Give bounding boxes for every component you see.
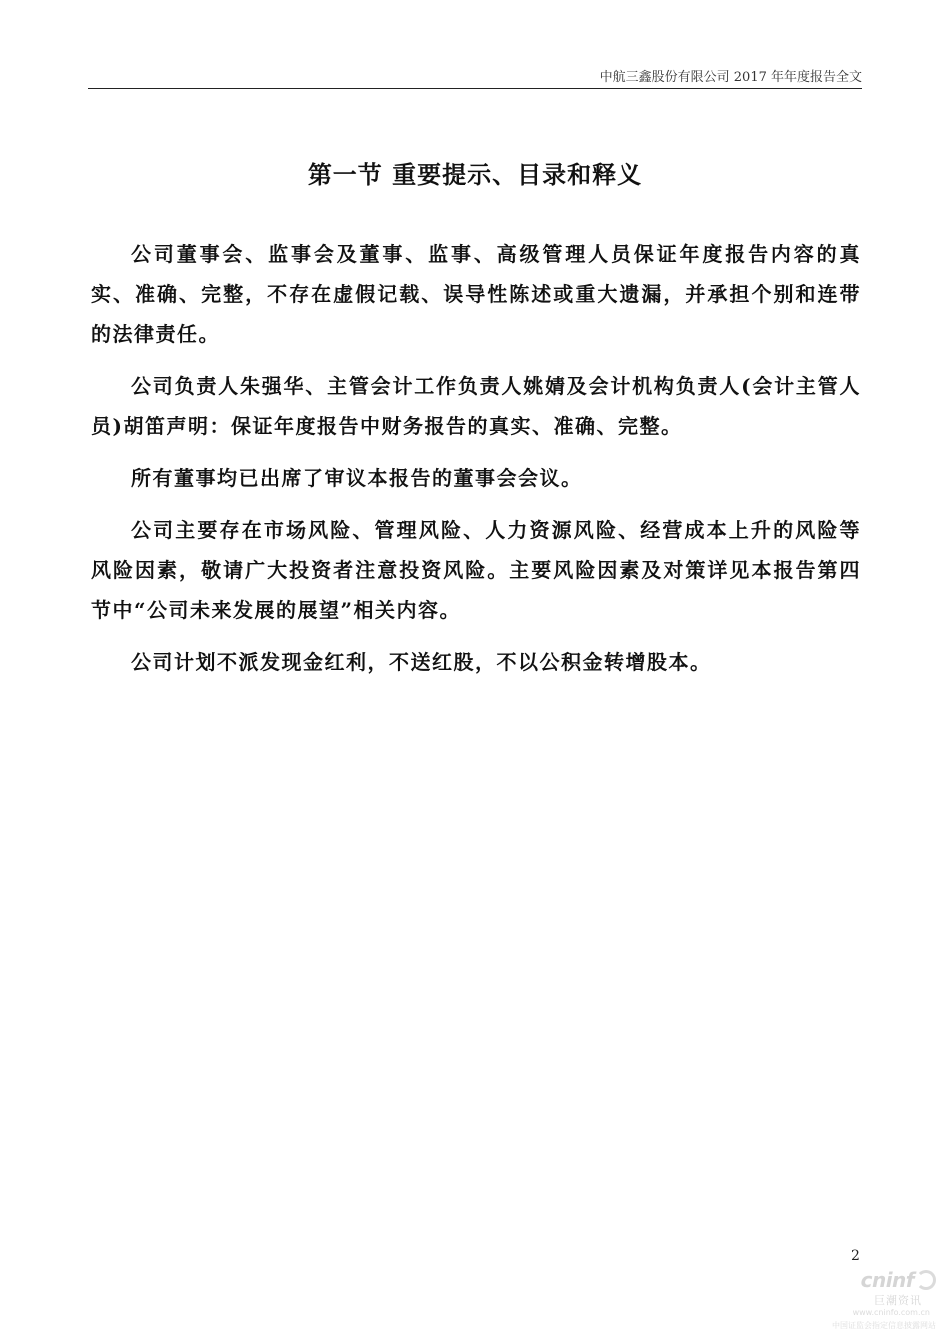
section-title: 第一节 重要提示、目录和释义: [307, 160, 643, 189]
paragraph-responsibility: 公司董事会、监事会及董事、监事、高级管理人员保证年度报告内容的真实、准确、完整，不存在虚假记载、误导性陈述或重大遗漏，并承担个别和连带的法律责任。: [91, 242, 861, 346]
paragraph-financial-statement: 公司负责人朱强华、主管会计工作负责人姚婧及会计机构负责人(会计主管人员)胡笛声明：保证年度报告中财务报告的真实、准确、完整。: [91, 374, 861, 438]
cninfo-watermark: [826, 1268, 936, 1338]
running-header: 中航三鑫股份有限公司 2017 年年度报告全文: [599, 70, 862, 85]
header-divider: [88, 88, 862, 89]
watermark-logo-text: cninf: [860, 1268, 914, 1292]
page-number: 2: [851, 1248, 860, 1264]
cninfo-logo-icon: [861, 1268, 936, 1292]
paragraph-attendance: 所有董事均已出席了审议本报告的董事会会议。: [131, 466, 583, 490]
paragraph-risk: 公司主要存在市场风险、管理风险、人力资源风险、经营成本上升的风险等风险因素，敬请广大投资者注意投资风险。主要风险因素及对策详见本报告第四节中“公司未来发展的展望”相关内容。: [91, 518, 861, 622]
body-text: [91, 234, 861, 694]
swirl-icon: [916, 1270, 936, 1290]
paragraph-dividend: 公司计划不派发现金红利，不送红股，不以公积金转增股本。: [131, 650, 712, 674]
watermark-url: www.cninfo.com.cn: [852, 1308, 930, 1317]
watermark-cn-text: 巨潮资讯: [874, 1294, 922, 1307]
watermark-tagline: 中国证监会指定信息披露网站: [832, 1321, 936, 1330]
